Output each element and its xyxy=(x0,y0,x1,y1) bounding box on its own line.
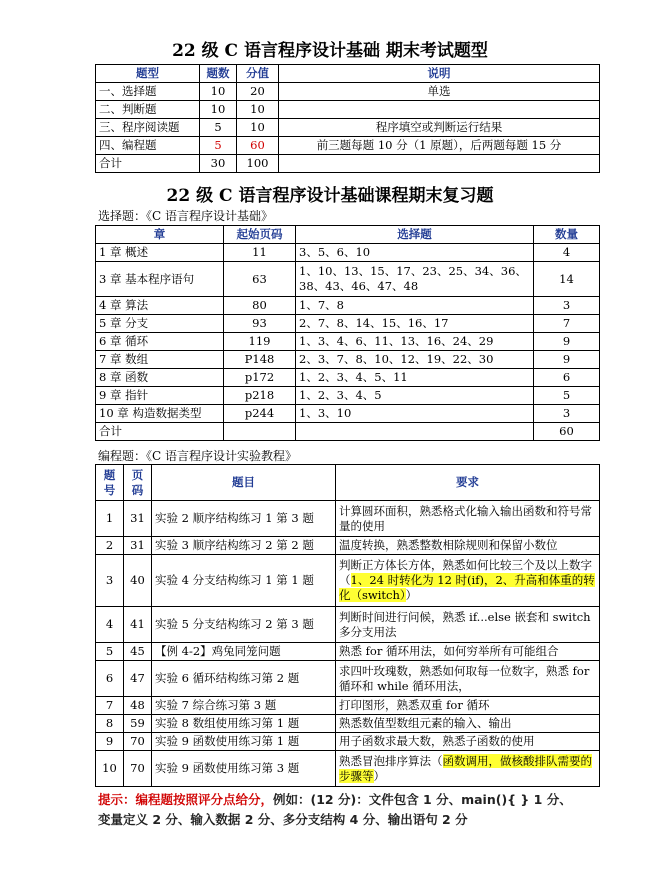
cell: 5 xyxy=(534,387,600,405)
cell: 1、10、13、15、17、23、25、34、36、38、43、46、47、48 xyxy=(296,262,534,297)
cell: 10 xyxy=(200,83,237,101)
cell xyxy=(336,751,600,787)
cell: 三、程序阅读题 xyxy=(96,119,200,137)
cell: 8 章 函数 xyxy=(96,369,224,387)
cell xyxy=(224,423,296,441)
review-title: 22 级 C 语言程序设计基础课程期末复习题 xyxy=(166,186,494,206)
cell: 47 xyxy=(124,661,152,697)
cell: 7 章 数组 xyxy=(96,351,224,369)
choice-caption: 选择题：《C 语言程序设计基础》 xyxy=(98,209,273,223)
cell: 合计 xyxy=(96,423,224,441)
cell: 四、编程题 xyxy=(96,137,200,155)
cell: 10 xyxy=(237,119,279,137)
cell: 5 xyxy=(96,643,124,661)
col-header: 题号 xyxy=(96,465,124,501)
req-highlight: 1、24 时转化为 12 时(if)，2、升高和体重的转化（switch） xyxy=(339,573,595,602)
cell: 7 xyxy=(534,315,600,333)
cell: 实验 7 综合练习第 3 题 xyxy=(152,697,336,715)
cell: 计算圆环面积，熟悉格式化输入输出函数和符号常量的使用 xyxy=(336,501,600,537)
cell: 60 xyxy=(237,137,279,155)
cell: 70 xyxy=(124,751,152,787)
cell: 14 xyxy=(534,262,600,297)
cell: 用子函数求最大数，熟悉子函数的使用 xyxy=(336,733,600,751)
table-row xyxy=(96,333,600,351)
cell: 5 章 分支 xyxy=(96,315,224,333)
cell: 8 xyxy=(96,715,124,733)
cell: 实验 9 函数使用练习第 1 题 xyxy=(152,733,336,751)
table-row xyxy=(96,83,600,101)
cell: 7 xyxy=(96,697,124,715)
cell: 实验 9 函数使用练习第 3 题 xyxy=(152,751,336,787)
cell: 2 xyxy=(96,537,124,555)
table-row xyxy=(96,369,600,387)
cell: 3 章 基本程序语句 xyxy=(96,262,224,297)
cell xyxy=(279,155,600,173)
cell: 二、判断题 xyxy=(96,101,200,119)
cell: 10 xyxy=(96,751,124,787)
table-row xyxy=(96,423,600,441)
cell: 打印图形，熟悉双重 for 循环 xyxy=(336,697,600,715)
cell: 实验 2 顺序结构练习 1 第 3 题 xyxy=(152,501,336,537)
choice-table xyxy=(95,225,600,441)
table-row xyxy=(96,697,600,715)
table-row xyxy=(96,262,600,297)
cell: 31 xyxy=(124,537,152,555)
hint-label: 提示：编程题按照评分点给分， xyxy=(98,792,274,807)
cell: 程序填空或判断运行结果 xyxy=(279,119,600,137)
cell: 温度转换，熟悉整数相除规则和保留小数位 xyxy=(336,537,600,555)
cell: 3、5、6、10 xyxy=(296,244,534,262)
programming-caption: 编程题：《C 语言程序设计实验教程》 xyxy=(98,449,297,463)
table-row xyxy=(96,297,600,315)
cell: 1、2、3、4、5、11 xyxy=(296,369,534,387)
table-row xyxy=(96,387,600,405)
table-row xyxy=(96,244,600,262)
programming-table xyxy=(95,464,600,787)
cell: 6 xyxy=(96,661,124,697)
hint-line1: 例如：(12 分)：文件包含 1 分、main(){ } 1 分、 xyxy=(273,792,572,807)
cell: 1、3、10 xyxy=(296,405,534,423)
col-header: 要求 xyxy=(336,465,600,501)
table-row xyxy=(96,101,600,119)
table-row xyxy=(96,751,600,787)
table-row xyxy=(96,643,600,661)
col-header: 选择题 xyxy=(296,226,534,244)
cell: 6 章 循环 xyxy=(96,333,224,351)
cell: 2、3、7、8、10、12、19、22、30 xyxy=(296,351,534,369)
cell: 实验 4 分支结构练习 1 第 1 题 xyxy=(152,555,336,607)
cell: 9 xyxy=(534,333,600,351)
cell: 实验 8 数组使用练习第 1 题 xyxy=(152,715,336,733)
col-header: 题型 xyxy=(96,65,200,83)
cell xyxy=(279,101,600,119)
col-header: 题数 xyxy=(200,65,237,83)
cell: 11 xyxy=(224,244,296,262)
cell: 实验 5 分支结构练习 2 第 3 题 xyxy=(152,607,336,643)
cell: 63 xyxy=(224,262,296,297)
table-row xyxy=(96,537,600,555)
cell: 合计 xyxy=(96,155,200,173)
req-tail: ） xyxy=(373,768,385,783)
table-row xyxy=(96,315,600,333)
table-row xyxy=(96,555,600,607)
cell: 1 章 概述 xyxy=(96,244,224,262)
cell: 9 xyxy=(534,351,600,369)
cell: 5 xyxy=(200,119,237,137)
col-header: 起始页码 xyxy=(224,226,296,244)
cell: 48 xyxy=(124,697,152,715)
req-text: 熟悉冒泡排序算法（ xyxy=(339,753,443,768)
table-row xyxy=(96,661,600,697)
cell: 60 xyxy=(534,423,600,441)
cell: 1、3、4、6、11、13、16、24、29 xyxy=(296,333,534,351)
cell: 4 xyxy=(96,607,124,643)
cell: 10 xyxy=(237,101,279,119)
cell: 3 xyxy=(534,405,600,423)
cell: 6 xyxy=(534,369,600,387)
cell: 9 xyxy=(96,733,124,751)
cell: 9 章 指针 xyxy=(96,387,224,405)
col-header: 分值 xyxy=(237,65,279,83)
cell: 【例 4-2】鸡兔同笼问题 xyxy=(152,643,336,661)
exam-type-table xyxy=(95,64,600,173)
cell: 前三题每题 10 分（1 原题），后两题每题 15 分 xyxy=(279,137,600,155)
cell: 31 xyxy=(124,501,152,537)
hint-line2: 变量定义 2 分、输入数据 2 分、多分支结构 4 分、输出语句 2 分 xyxy=(98,812,468,827)
req-tail: ） xyxy=(405,588,418,602)
table-row xyxy=(96,607,600,643)
table-row xyxy=(96,137,600,155)
cell: 1、2、3、4、5 xyxy=(296,387,534,405)
table-row xyxy=(96,715,600,733)
table-row xyxy=(96,405,600,423)
cell: 1 xyxy=(96,501,124,537)
col-header: 页码 xyxy=(124,465,152,501)
cell: 93 xyxy=(224,315,296,333)
cell: p172 xyxy=(224,369,296,387)
col-header: 说明 xyxy=(279,65,600,83)
table-row xyxy=(96,351,600,369)
cell: 实验 3 顺序结构练习 2 第 2 题 xyxy=(152,537,336,555)
cell: 5 xyxy=(200,137,237,155)
cell: 10 章 构造数据类型 xyxy=(96,405,224,423)
cell xyxy=(336,555,600,607)
cell: 3 xyxy=(534,297,600,315)
cell: 3 xyxy=(96,555,124,607)
cell: p218 xyxy=(224,387,296,405)
cell: 70 xyxy=(124,733,152,751)
cell: 20 xyxy=(237,83,279,101)
cell: 100 xyxy=(237,155,279,173)
table-row xyxy=(96,733,600,751)
cell: P148 xyxy=(224,351,296,369)
col-header: 章 xyxy=(96,226,224,244)
cell: 熟悉 for 循环用法，如何穷举所有可能组合 xyxy=(336,643,600,661)
table-row xyxy=(96,155,600,173)
cell: 30 xyxy=(200,155,237,173)
cell: 80 xyxy=(224,297,296,315)
table-row xyxy=(96,119,600,137)
cell: 4 章 算法 xyxy=(96,297,224,315)
cell: 119 xyxy=(224,333,296,351)
col-header: 题目 xyxy=(152,465,336,501)
col-header: 数量 xyxy=(534,226,600,244)
grading-hint xyxy=(98,790,638,830)
exam-title: 22 级 C 语言程序设计基础 期末考试题型 xyxy=(172,41,488,61)
cell: 求四叶玫瑰数，熟悉如何取每一位数字，熟悉 for 循环和 while 循环用法， xyxy=(336,661,600,697)
cell: 熟悉数值型数组元素的输入、输出 xyxy=(336,715,600,733)
cell: 一、选择题 xyxy=(96,83,200,101)
cell: 实验 6 循环结构练习第 2 题 xyxy=(152,661,336,697)
cell: 59 xyxy=(124,715,152,733)
req-highlight: 函数调用，做核酸排队需要的步骤等 xyxy=(339,753,592,783)
cell: p244 xyxy=(224,405,296,423)
cell: 1、7、8 xyxy=(296,297,534,315)
cell: 4 xyxy=(534,244,600,262)
cell: 判断时间进行问候，熟悉 if...else 嵌套和 switch 多分支用法 xyxy=(336,607,600,643)
cell: 45 xyxy=(124,643,152,661)
cell xyxy=(296,423,534,441)
cell: 40 xyxy=(124,555,152,607)
cell: 单选 xyxy=(279,83,600,101)
cell: 2、7、8、14、15、16、17 xyxy=(296,315,534,333)
cell: 10 xyxy=(200,101,237,119)
cell: 41 xyxy=(124,607,152,643)
req-text: 判断正方体长方体，熟悉如何比较三个及以上数字（ xyxy=(339,558,592,587)
table-row xyxy=(96,501,600,537)
